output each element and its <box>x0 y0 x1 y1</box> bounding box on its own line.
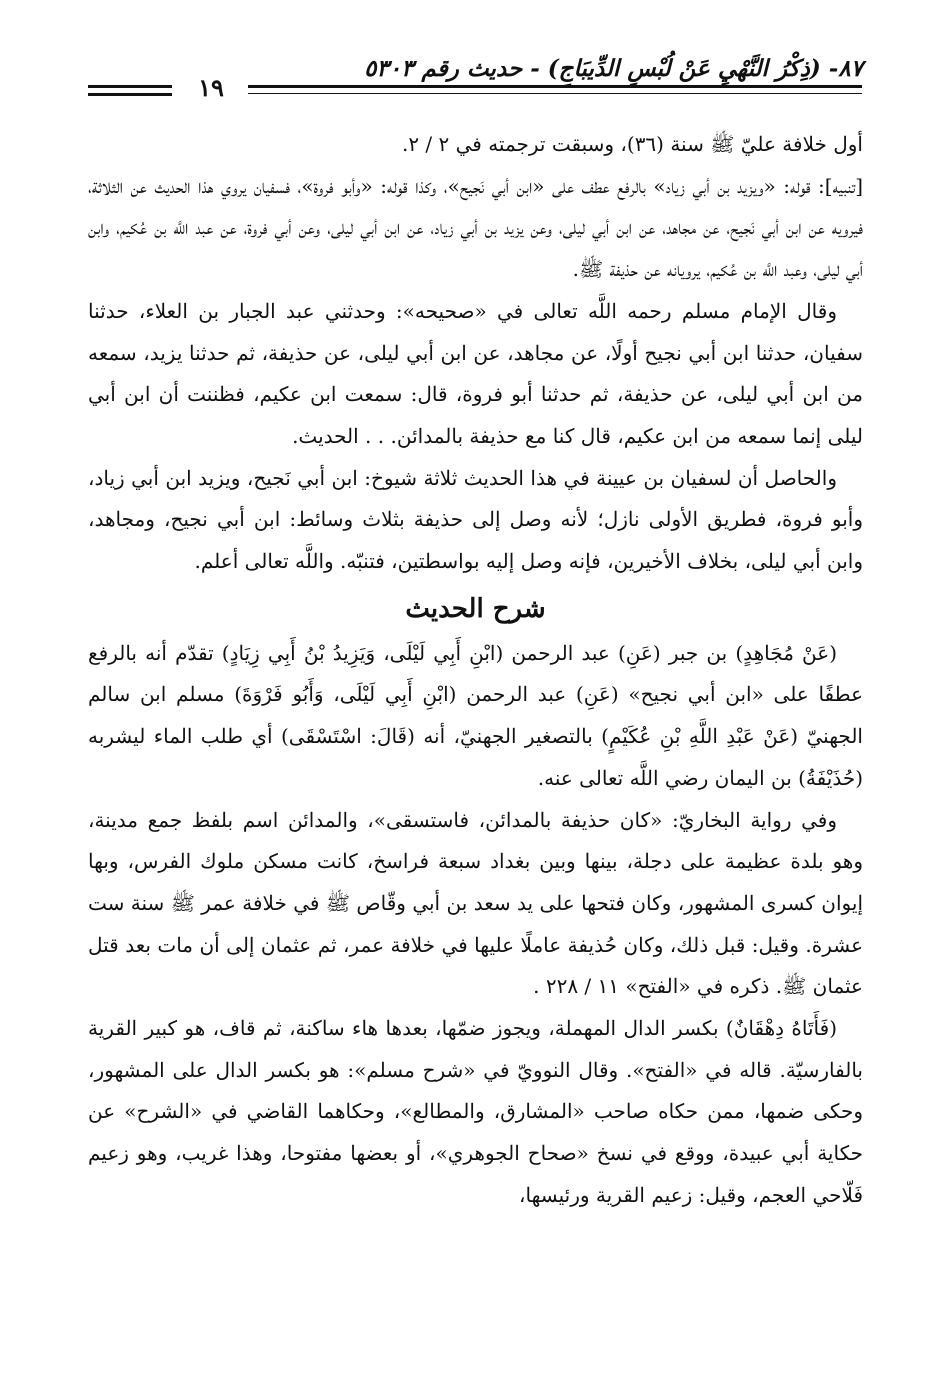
paragraph-1: أول خلافة عليّ ﷺ سنة (٣٦)، وسبقت ترجمته في ٢ / ٢. <box>401 132 863 156</box>
header-rule-right-bottom <box>248 93 862 94</box>
header-rule-left-bottom <box>88 93 172 96</box>
paragraph-note: [تنبيه]: قوله: «ويزيد بن أبي زياد» بالرفع عطف على «ابن أبي نَجيح»، وكذا قوله: «وأبو فروة»، فسفيان يروي هذا الحديث عن الثلاثة، فيرويه عن ابن أبي نَجيح، عن مجاهد، عن ابن أبي ليلى، وعن يزيد بن أبي زياد، عن ابن أبي ليلى، وعن أبي فروة، عن عبد اللَّه بن عُكيم، وابن أبي ليلى، وعبد اللَّه بن عُكيم، يرويانه عن حذيفة ﷺ. <box>88 173 863 282</box>
header-rule-right-top <box>248 85 862 88</box>
paragraph-summary: والحاصل أن لسفيان بن عيينة في هذا الحديث ثلاثة شيوخ: ابن أبي نَجيح، ويزيد ابن أبي زياد، وأبو فروة، فطريق الأولى نازل؛ لأنه وصل إلى حذيفة بثلاث وسائط: ابن أبي نجيح، ومجاهد، وابن أبي ليلى، بخلاف الأخيرين، فإنه وصل إليه بواسطتين، فتنبّه. واللَّه تعالى أعلم. <box>88 465 863 574</box>
header-rule-left-top <box>88 85 172 88</box>
main-text <box>88 124 863 1217</box>
commentary-paragraph-2: وفي رواية البخاريّ: «كان حذيفة بالمدائن، فاستسقى»، والمدائن اسم بلفظ جمع مدينة، وهو بلدة عظيمة على دجلة، بينها وبين بغداد سبعة فراسخ، كانت مسكن ملوك الفرس، وبها إيوان كسرى المشهور، وكان فتحها على يد سعد بن أبي وقّاص ﷺ في خلافة عمر ﷺ سنة ست عشرة. وقيل: قبل ذلك، وكان حُذيفة عاملًا عليها في خلافة عمر، ثم عثمان إلى أن مات بعد قتل عثمان ﷺ. ذكره في «الفتح» ١١ / ٢٢٨ . <box>88 807 863 999</box>
page-number: ١٩ <box>198 73 224 102</box>
commentary-paragraph-1: (عَنْ مُجَاهِدٍ) بن جبر (عَنِ) عبد الرحمن (ابْنِ أَبِي لَيْلَى، وَيَزِيدُ بْنُ أَبِي زِيَادٍ) تقدّم أنه بالرفع عطفًا على «ابن أبي نجيح» (عَنِ) عبد الرحمن (ابْنِ أَبِي لَيْلَى، وَأَبُو فَرْوَةَ) مسلم ابن سالم الجهنيّ (عَنْ عَبْدِ اللَّهِ بْنِ عُكَيْمٍ) بالتصغير الجهنيّ، أنه (قَالَ: اسْتَسْقَى) أي طلب الماء ليشربه (حُذَيْفَةُ) بن اليمان رضي اللَّه تعالى عنه. <box>88 640 863 790</box>
running-header-title: ٨٧- (ذِكْرُ النَّهْيِ عَنْ لُبْسِ الدِّيبَاجِ) - حديث رقم ٥٣٠٣ <box>364 55 863 82</box>
commentary-paragraph-3: (فَأَتَاهُ دِهْقَانٌ) بكسر الدال المهملة، ويجوز ضمّها، بعدها هاء ساكنة، ثم قاف، هو كبير القرية بالفارسيّة. قاله في «الفتح». وقال النوويّ في «شرح مسلم»: هو بكسر الدال على المشهور، وحكى ضمها، ممن حكاه صاحب «المشارق، والمطالع»، وحكاهما القاضي في «الشرح» عن حكاية أبي عبيدة، ووقع في نسخ «صحاح الجوهري»، أو بعضها مفتوحا، وهذا غريب، وهو زعيم فَلّاحي العجم، وقيل: زعيم القرية ورئيسها، <box>88 1016 864 1207</box>
paragraph-muslim-quote: وقال الإمام مسلم رحمه اللَّه تعالى في «صحيحه»: وحدثني عبد الجبار بن العلاء، حدثنا سفيان، حدثنا ابن أبي نجيح أولًا، عن مجاهد، عن ابن أبي ليلى، عن حذيفة، ثم حدثنا يزيد، سمعه من ابن أبي ليلى، عن حذيفة، ثم حدثنا أبو فروة، قال: سمعت ابن عكيم، فظننت أن ابن أبي ليلى إنما سمعه من ابن عكيم، قال كنا مع حذيفة بالمدائن. . . الحديث. <box>88 298 863 448</box>
section-heading: شرح الحديث <box>405 593 546 624</box>
